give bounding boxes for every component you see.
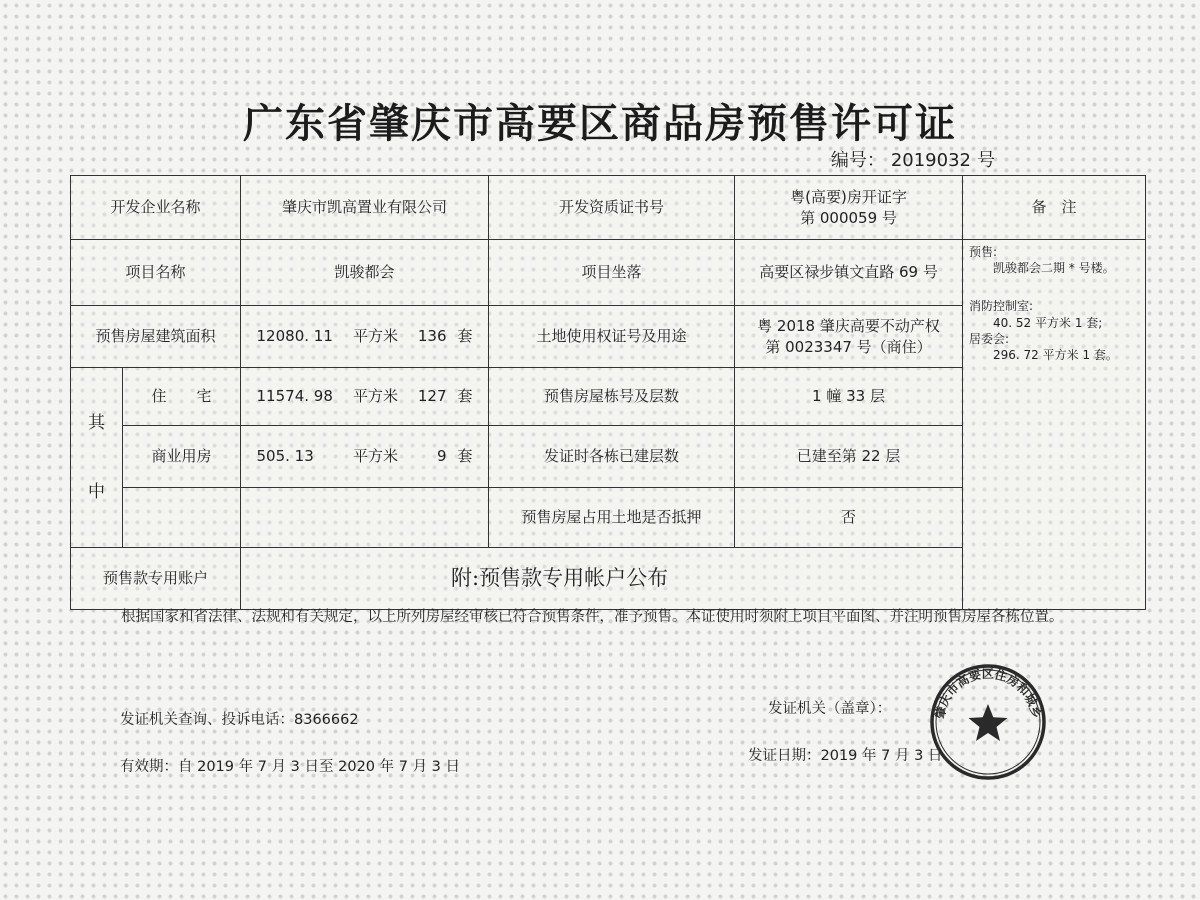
table-row (71, 240, 1146, 306)
area-unit: 平方米 (353, 327, 399, 346)
seal-icon (928, 662, 1048, 782)
area-number: 12080. 11 (256, 327, 333, 346)
land-cert-value (735, 306, 963, 368)
built-floors-label: 发证时各栋已建层数 (489, 426, 735, 488)
unit-count: 9 (436, 447, 447, 466)
among-char: 中 (88, 481, 105, 502)
serial-value: 2019032 (890, 150, 971, 171)
qualification-label: 开发资质证书号 (489, 176, 735, 240)
mortgage-value: 否 (735, 488, 963, 548)
unit-count: 127 (417, 387, 447, 406)
land-cert-label: 土地使用权证号及用途 (489, 306, 735, 368)
residential-label: 住 宅 (123, 368, 241, 426)
area-unit: 平方米 (353, 447, 399, 466)
serial-label: 编号： (830, 150, 885, 171)
unit-suffix: 套 (457, 327, 473, 346)
remarks-line: 凯骏都会二期 * 号楼。 (993, 261, 1115, 276)
developer-label: 开发企业名称 (71, 176, 241, 240)
area-number: 11574. 98 (256, 387, 333, 406)
unit-count: 136 (417, 327, 447, 346)
area-number: 505. 13 (256, 447, 314, 466)
inquiry-phone: 发证机关查询、投诉电话：8366662 (120, 712, 359, 728)
area-unit: 平方米 (353, 387, 399, 406)
validity-period: 有效期：自 2019 年 7 月 3 日至 2020 年 7 月 3 日 (120, 759, 461, 775)
remarks-line: 预售: (969, 245, 998, 259)
among-char: 其 (88, 412, 105, 433)
unit-suffix: 套 (457, 447, 473, 466)
official-seal (928, 662, 1048, 782)
issuing-authority: 发证机关（盖章）： (768, 701, 892, 717)
mortgage-label: 预售房屋占用土地是否抵押 (489, 488, 735, 548)
qualification-line2: 第 000059 号 (800, 208, 897, 227)
certificate-table (70, 175, 1146, 610)
land-cert-line2: 第 0023347 号（商住） (765, 337, 932, 356)
presale-area-value (241, 306, 489, 368)
commercial-label: 商业用房 (123, 426, 241, 488)
building-floors-label: 预售房屋栋号及层数 (489, 368, 735, 426)
project-name-value: 凯骏都会 (241, 240, 489, 306)
seal-text: 肇庆市高要区住房和城乡 (932, 666, 1044, 720)
remarks-content (963, 240, 1146, 610)
unit-suffix: 套 (457, 387, 473, 406)
project-name-label: 项目名称 (71, 240, 241, 306)
remarks-line: 40. 52 平方米 1 套; (993, 315, 1103, 330)
remarks-line: 消防控制室: (969, 299, 1034, 314)
building-floors-value: 1 幢 33 层 (735, 368, 963, 426)
certificate-title: 广东省肇庆市高要区商品房预售许可证 (243, 100, 957, 147)
empty-cell (123, 488, 241, 548)
account-label: 预售款专用账户 (71, 548, 241, 610)
remarks-label: 备 注 (963, 176, 1146, 240)
legal-statement: 根据国家和省法律、法规和有关规定，以上所列房屋经审核已符合预售条件，准予预售。本证使用时须附上项目平面图、并注明预售房屋各栋位置。 (121, 609, 1064, 625)
table-row (71, 176, 1146, 240)
issue-date: 发证日期：2019 年 7 月 3 日 (748, 748, 943, 764)
project-location-value: 高要区禄步镇文直路 69 号 (735, 240, 963, 306)
serial-number (825, 146, 995, 172)
land-cert-line1: 粤 2018 肇庆高要不动产权 (757, 317, 940, 336)
qualification-value (735, 176, 963, 240)
residential-value (241, 368, 489, 426)
empty-cell (241, 488, 489, 548)
among-label (71, 368, 123, 548)
developer-value: 肇庆市凯高置业有限公司 (241, 176, 489, 240)
remarks-line: 居委会: (969, 331, 1010, 346)
account-value: 附:预售款专用帐户公布 (241, 548, 963, 610)
built-floors-value: 已建至第 22 层 (735, 426, 963, 488)
remarks-line: 296. 72 平方米 1 套。 (993, 347, 1118, 362)
presale-area-label: 预售房屋建筑面积 (71, 306, 241, 368)
serial-suffix: 号 (977, 150, 995, 171)
commercial-value (241, 426, 489, 488)
project-location-label: 项目坐落 (489, 240, 735, 306)
qualification-line1: 粤(高要)房开证字 (790, 188, 907, 207)
